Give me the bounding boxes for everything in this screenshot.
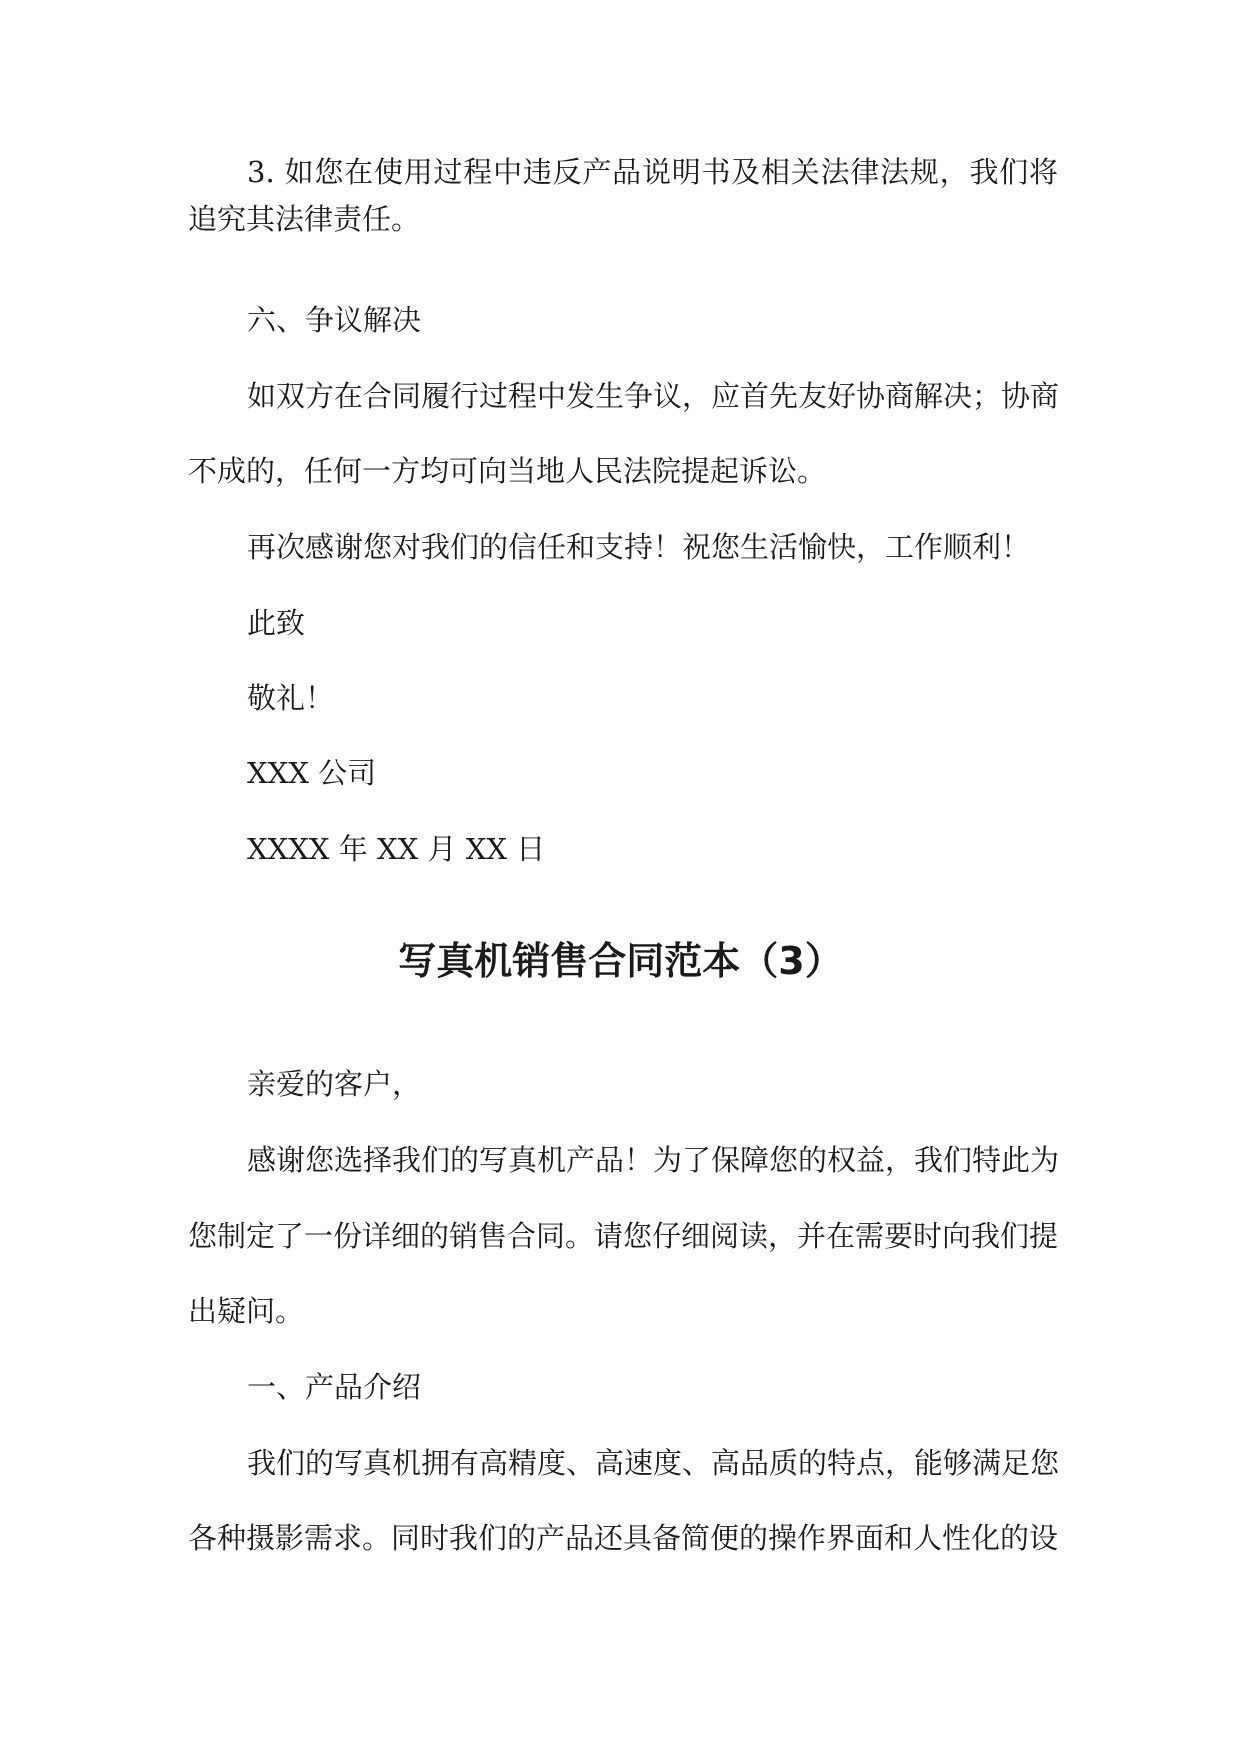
document-title: 写真机销售合同范本（3） [398,939,843,983]
section-heading: 一、产品介绍 [247,1370,422,1404]
closing-line: 此致 [247,606,306,640]
paragraph-line: 您制定了一份详细的销售合同。请您仔细阅读，并在需要时向我们提 [188,1219,1059,1253]
paragraph-line: 感谢您选择我们的写真机产品！为了保障您的权益，我们特此为 [247,1143,1060,1177]
paragraph-line: 3. 如您在使用过程中违反产品说明书及相关法律法规，我们将 [247,155,1058,189]
paragraph-line: 出疑问。 [188,1294,305,1328]
paragraph-line: 如双方在合同履行过程中发生争议，应首先友好协商解决；协商 [247,379,1060,413]
section-heading: 六、争议解决 [247,303,422,337]
paragraph-line: 我们的写真机拥有高精度、高速度、高品质的特点，能够满足您 [247,1446,1060,1480]
salutation: 亲爱的客户， [247,1067,422,1101]
closing-line: 敬礼！ [247,681,335,715]
paragraph-line: 各种摄影需求。同时我们的产品还具备简便的操作界面和人性化的设 [188,1521,1059,1555]
signature-company: XXX 公司 [247,756,377,790]
paragraph-line: 不成的，任何一方均可向当地人民法院提起诉讼。 [188,454,827,488]
paragraph-line: 追究其法律责任。 [188,202,421,236]
paragraph-line: 再次感谢您对我们的信任和支持！祝您生活愉快，工作顺利！ [247,530,1031,564]
signature-date: XXXX 年 XX 月 XX 日 [247,832,546,866]
